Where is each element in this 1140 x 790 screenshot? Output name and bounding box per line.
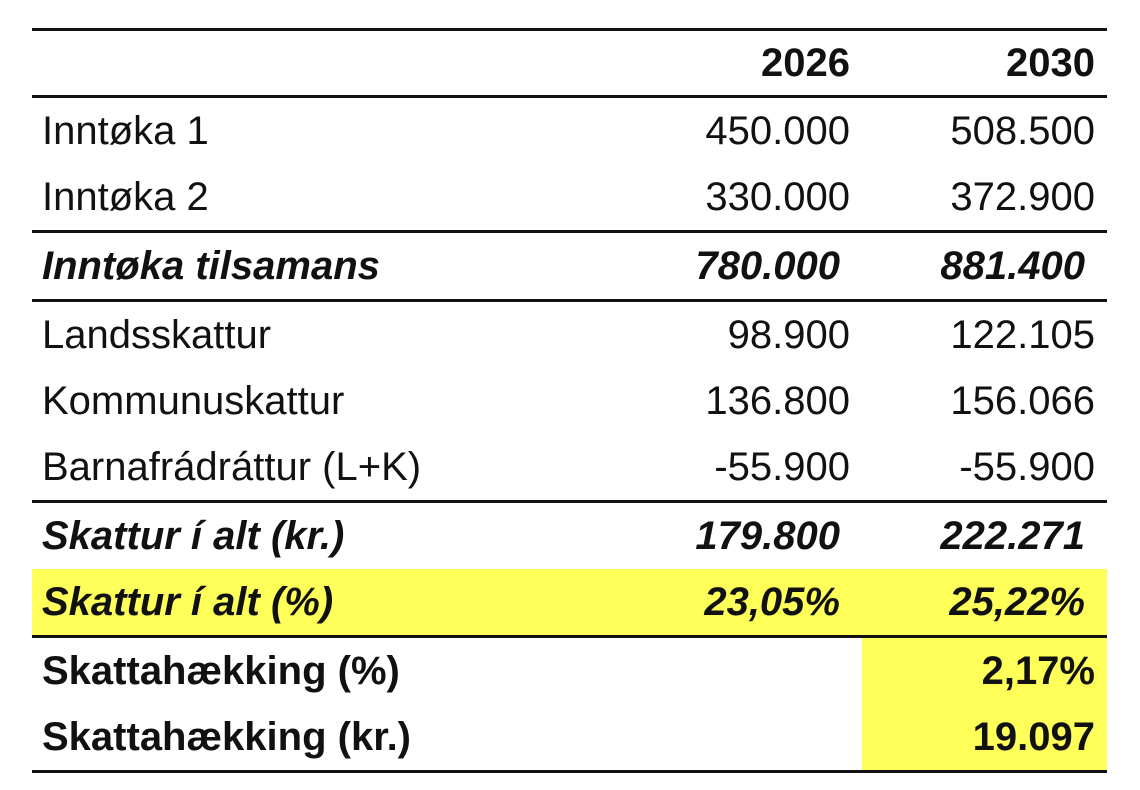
cell-2026: 450.000 <box>705 109 850 153</box>
header-2026: 2026 <box>622 30 862 97</box>
row-label: Kommunuskattur <box>42 379 345 423</box>
row-label: Skattahækking (kr.) <box>32 704 622 772</box>
table-row-municipal-tax <box>32 368 1107 434</box>
cell-2030: 2,17% <box>862 637 1107 705</box>
cell-2026: 330.000 <box>705 175 850 219</box>
cell-2030: 25,22% <box>862 569 1107 637</box>
cell-2030: 372.900 <box>950 175 1095 219</box>
row-label: Inntøka tilsamans <box>32 232 622 301</box>
cell-2030: 156.066 <box>950 379 1095 423</box>
table-row-national-tax <box>32 301 1107 369</box>
table-row-income-2 <box>32 164 1107 232</box>
table-row-income-total <box>32 232 1107 301</box>
cell-2026 <box>622 704 862 772</box>
row-label: Landsskattur <box>42 313 272 357</box>
cell-2030: 19.097 <box>862 704 1107 772</box>
cell-2026: 136.800 <box>705 379 850 423</box>
table-row-income-1 <box>32 97 1107 165</box>
cell-2030: 881.400 <box>862 232 1107 301</box>
table-row-total-tax-pct <box>32 569 1107 637</box>
table-row-total-tax-kr <box>32 502 1107 570</box>
row-label: Inntøka 1 <box>42 109 209 153</box>
row-label: Skattur í alt (%) <box>32 569 622 637</box>
cell-2030: 508.500 <box>950 109 1095 153</box>
cell-2030: -55.900 <box>959 445 1095 489</box>
header-label <box>32 30 622 97</box>
table-row-tax-increase-kr <box>32 704 1107 772</box>
cell-2026: 98.900 <box>727 313 850 357</box>
cell-2030: 122.105 <box>950 313 1095 357</box>
cell-2026: 179.800 <box>622 502 862 570</box>
table-row-tax-increase-pct <box>32 637 1107 705</box>
row-label: Skattahækking (%) <box>42 649 400 693</box>
cell-2030: 222.271 <box>862 502 1107 570</box>
row-label: Barnafrádráttur (L+K) <box>42 445 422 489</box>
table-row-child-deduction <box>32 434 1107 502</box>
cell-2026: 23,05% <box>622 569 862 637</box>
row-label: Inntøka 2 <box>42 175 209 219</box>
header-2030: 2030 <box>862 30 1107 97</box>
cell-2026: -55.900 <box>714 445 850 489</box>
cell-2026: 780.000 <box>622 232 862 301</box>
cell-2026 <box>622 637 862 705</box>
row-label: Skattur í alt (kr.) <box>32 502 622 570</box>
tax-table <box>32 28 1107 773</box>
header-row <box>32 30 1107 97</box>
